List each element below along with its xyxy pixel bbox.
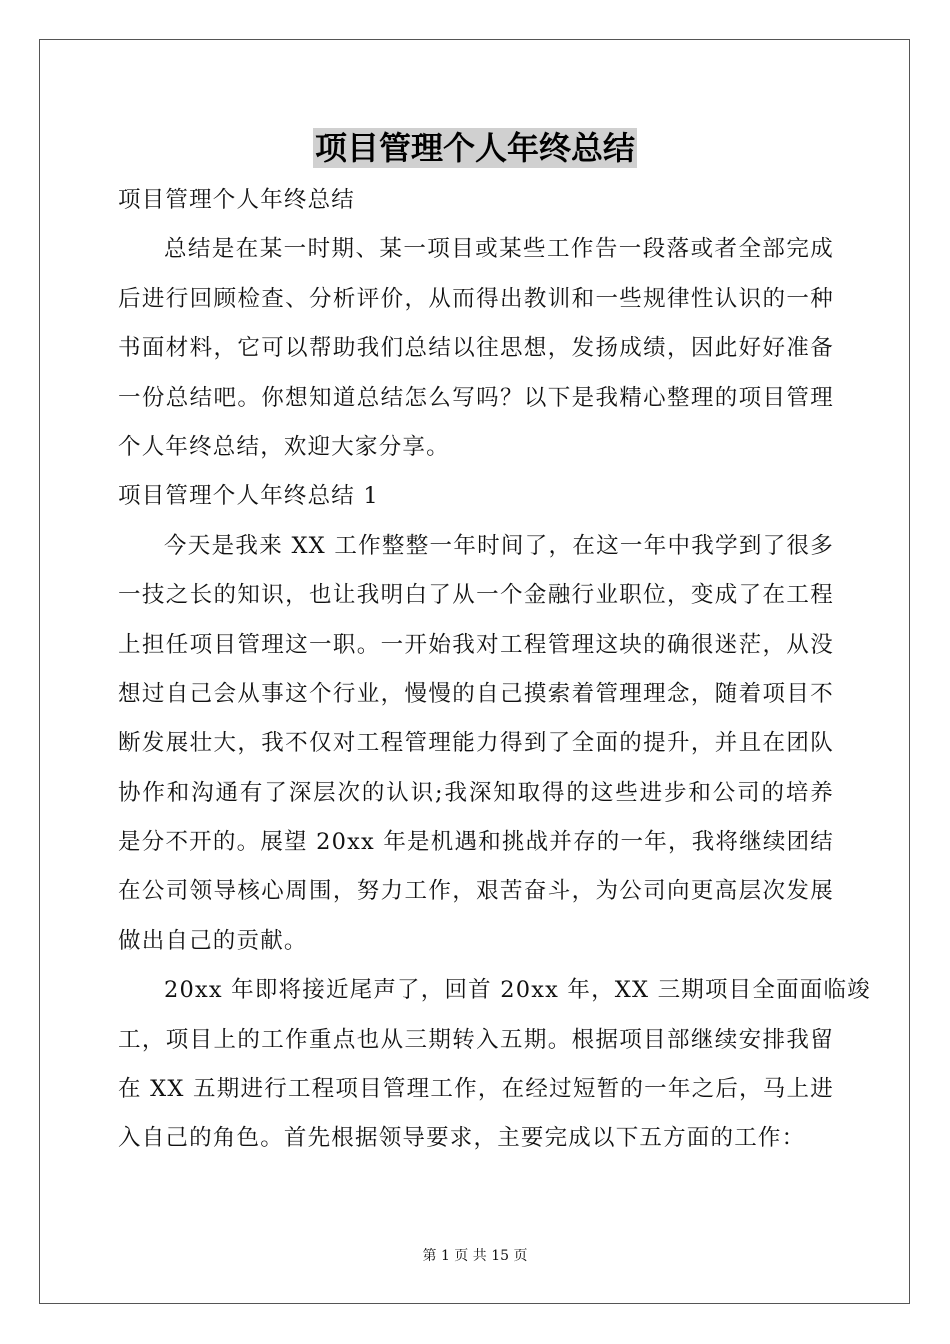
paragraph1-line: 想过自己会从事这个行业，慢慢的自己摸索着管理理念，随着项目不 — [118, 680, 834, 707]
document-subtitle: 项目管理个人年终总结 — [118, 187, 356, 213]
intro-line: 一份总结吧。你想知道总结怎么写吗？以下是我精心整理的项目管理 — [118, 384, 834, 411]
paragraph1-line: 一技之长的知识，也让我明白了从一个金融行业职位，变成了在工程 — [118, 582, 834, 609]
intro-line: 书面材料，它可以帮助我们总结以往思想，发扬成绩，因此好好准备 — [118, 335, 834, 362]
paragraph1-line: 是分不开的。展望 20xx 年是机遇和挑战并存的一年，我将继续团结 — [118, 829, 834, 856]
document-title: 项目管理个人年终总结 — [314, 129, 635, 167]
page-footer: 第 1 页 共 15 页 — [422, 1248, 528, 1264]
paragraph1-line: 上担任项目管理这一职。一开始我对工程管理这块的确很迷茫，从没 — [118, 631, 834, 658]
document-body — [118, 176, 871, 1164]
paragraph2-line: 在 XX 五期进行工程项目管理工作，在经过短暂的一年之后，马上进 — [118, 1076, 834, 1103]
paragraph1-line: 今天是我来 XX 工作整整一年时间了，在这一年中我学到了很多 — [164, 532, 834, 559]
paragraph1-line: 在公司领导核心周围，努力工作，艰苦奋斗，为公司向更高层次发展 — [118, 878, 834, 905]
section-heading: 项目管理个人年终总结 1 — [118, 483, 379, 510]
paragraph2-line: 工，项目上的工作重点也从三期转入五期。根据项目部继续安排我留 — [118, 1026, 834, 1053]
document-title-wrapper — [0, 128, 950, 168]
paragraph1-line: 协作和沟通有了深层次的认识;我深知取得的这些进步和公司的培养 — [118, 779, 834, 806]
intro-line: 总结是在某一时期、某一项目或某些工作告一段落或者全部完成 — [164, 236, 834, 263]
paragraph2-line: 20xx 年即将接近尾声了，回首 20xx 年，XX 三期项目全面面临竣 — [164, 977, 871, 1004]
paragraph1-line: 做出自己的贡献。 — [118, 927, 308, 954]
intro-line: 个人年终总结，欢迎大家分享。 — [118, 433, 450, 460]
intro-line: 后进行回顾检查、分析评价，从而得出教训和一些规律性认识的一种 — [118, 285, 834, 312]
paragraph2-line: 入自己的角色。首先根据领导要求，主要完成以下五方面的工作： — [118, 1125, 806, 1152]
paragraph1-line: 断发展壮大，我不仅对工程管理能力得到了全面的提升，并且在团队 — [118, 730, 834, 757]
